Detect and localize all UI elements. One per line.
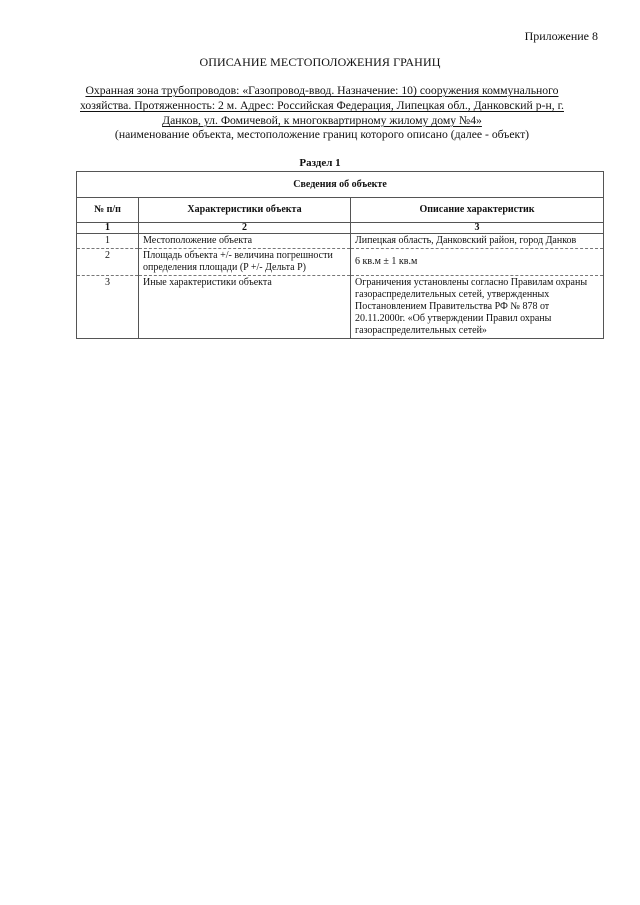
- row-description: 6 кв.м ± 1 кв.м: [351, 249, 604, 276]
- object-info-table: [76, 171, 604, 339]
- header-no: № п/п: [77, 198, 139, 223]
- row-number: 2: [77, 249, 139, 276]
- table-row: [77, 276, 604, 339]
- row-characteristic: Местоположение объекта: [139, 234, 351, 249]
- appendix-label: Приложение 8: [524, 29, 598, 43]
- row-description: Ограничения установлены согласно Правилам охраны газораспределительных сетей, утвержденных Постановлением Правительства РФ № 878 от 20.11.2000г. «Об утверждении Правил охраны газораспределительных сетей»: [351, 276, 604, 339]
- table-row: [77, 249, 604, 276]
- row-number: 3: [77, 276, 139, 339]
- table-header-row: [77, 198, 604, 223]
- row-number: 1: [77, 234, 139, 249]
- header-characteristic: Характеристики объекта: [139, 198, 351, 223]
- object-name-caption: (наименование объекта, местоположение границ которого описано (далее - объект): [114, 128, 530, 141]
- table-row: [77, 234, 604, 249]
- table-caption-row: [77, 172, 604, 198]
- column-number-2: 2: [139, 223, 351, 234]
- header-description: Описание характеристик: [351, 198, 604, 223]
- object-name: Охранная зона трубопроводов: «Газопровод-ввод. Назначение: 10) сооружения коммунального хозяйства. Протяженность: 2 м. Адрес: Российская Федерация, Липецкая обл., Данковский р-н, г. Данков, ул. Фомичевой, к многоквартирному жилому дому №4»: [80, 84, 564, 127]
- document-title: ОПИСАНИЕ МЕСТОПОЛОЖЕНИЯ ГРАНИЦ: [199, 55, 441, 69]
- column-number-row: [77, 223, 604, 234]
- section-title: Раздел 1: [299, 157, 341, 169]
- column-number-1: 1: [77, 223, 139, 234]
- column-number-3: 3: [351, 223, 604, 234]
- row-characteristic: Иные характеристики объекта: [139, 276, 351, 339]
- row-description: Липецкая область, Данковский район, город Данков: [351, 234, 604, 249]
- table-caption: Сведения об объекте: [77, 172, 604, 198]
- row-characteristic: Площадь объекта +/- величина погрешности определения площади (P +/- Дельта P): [139, 249, 351, 276]
